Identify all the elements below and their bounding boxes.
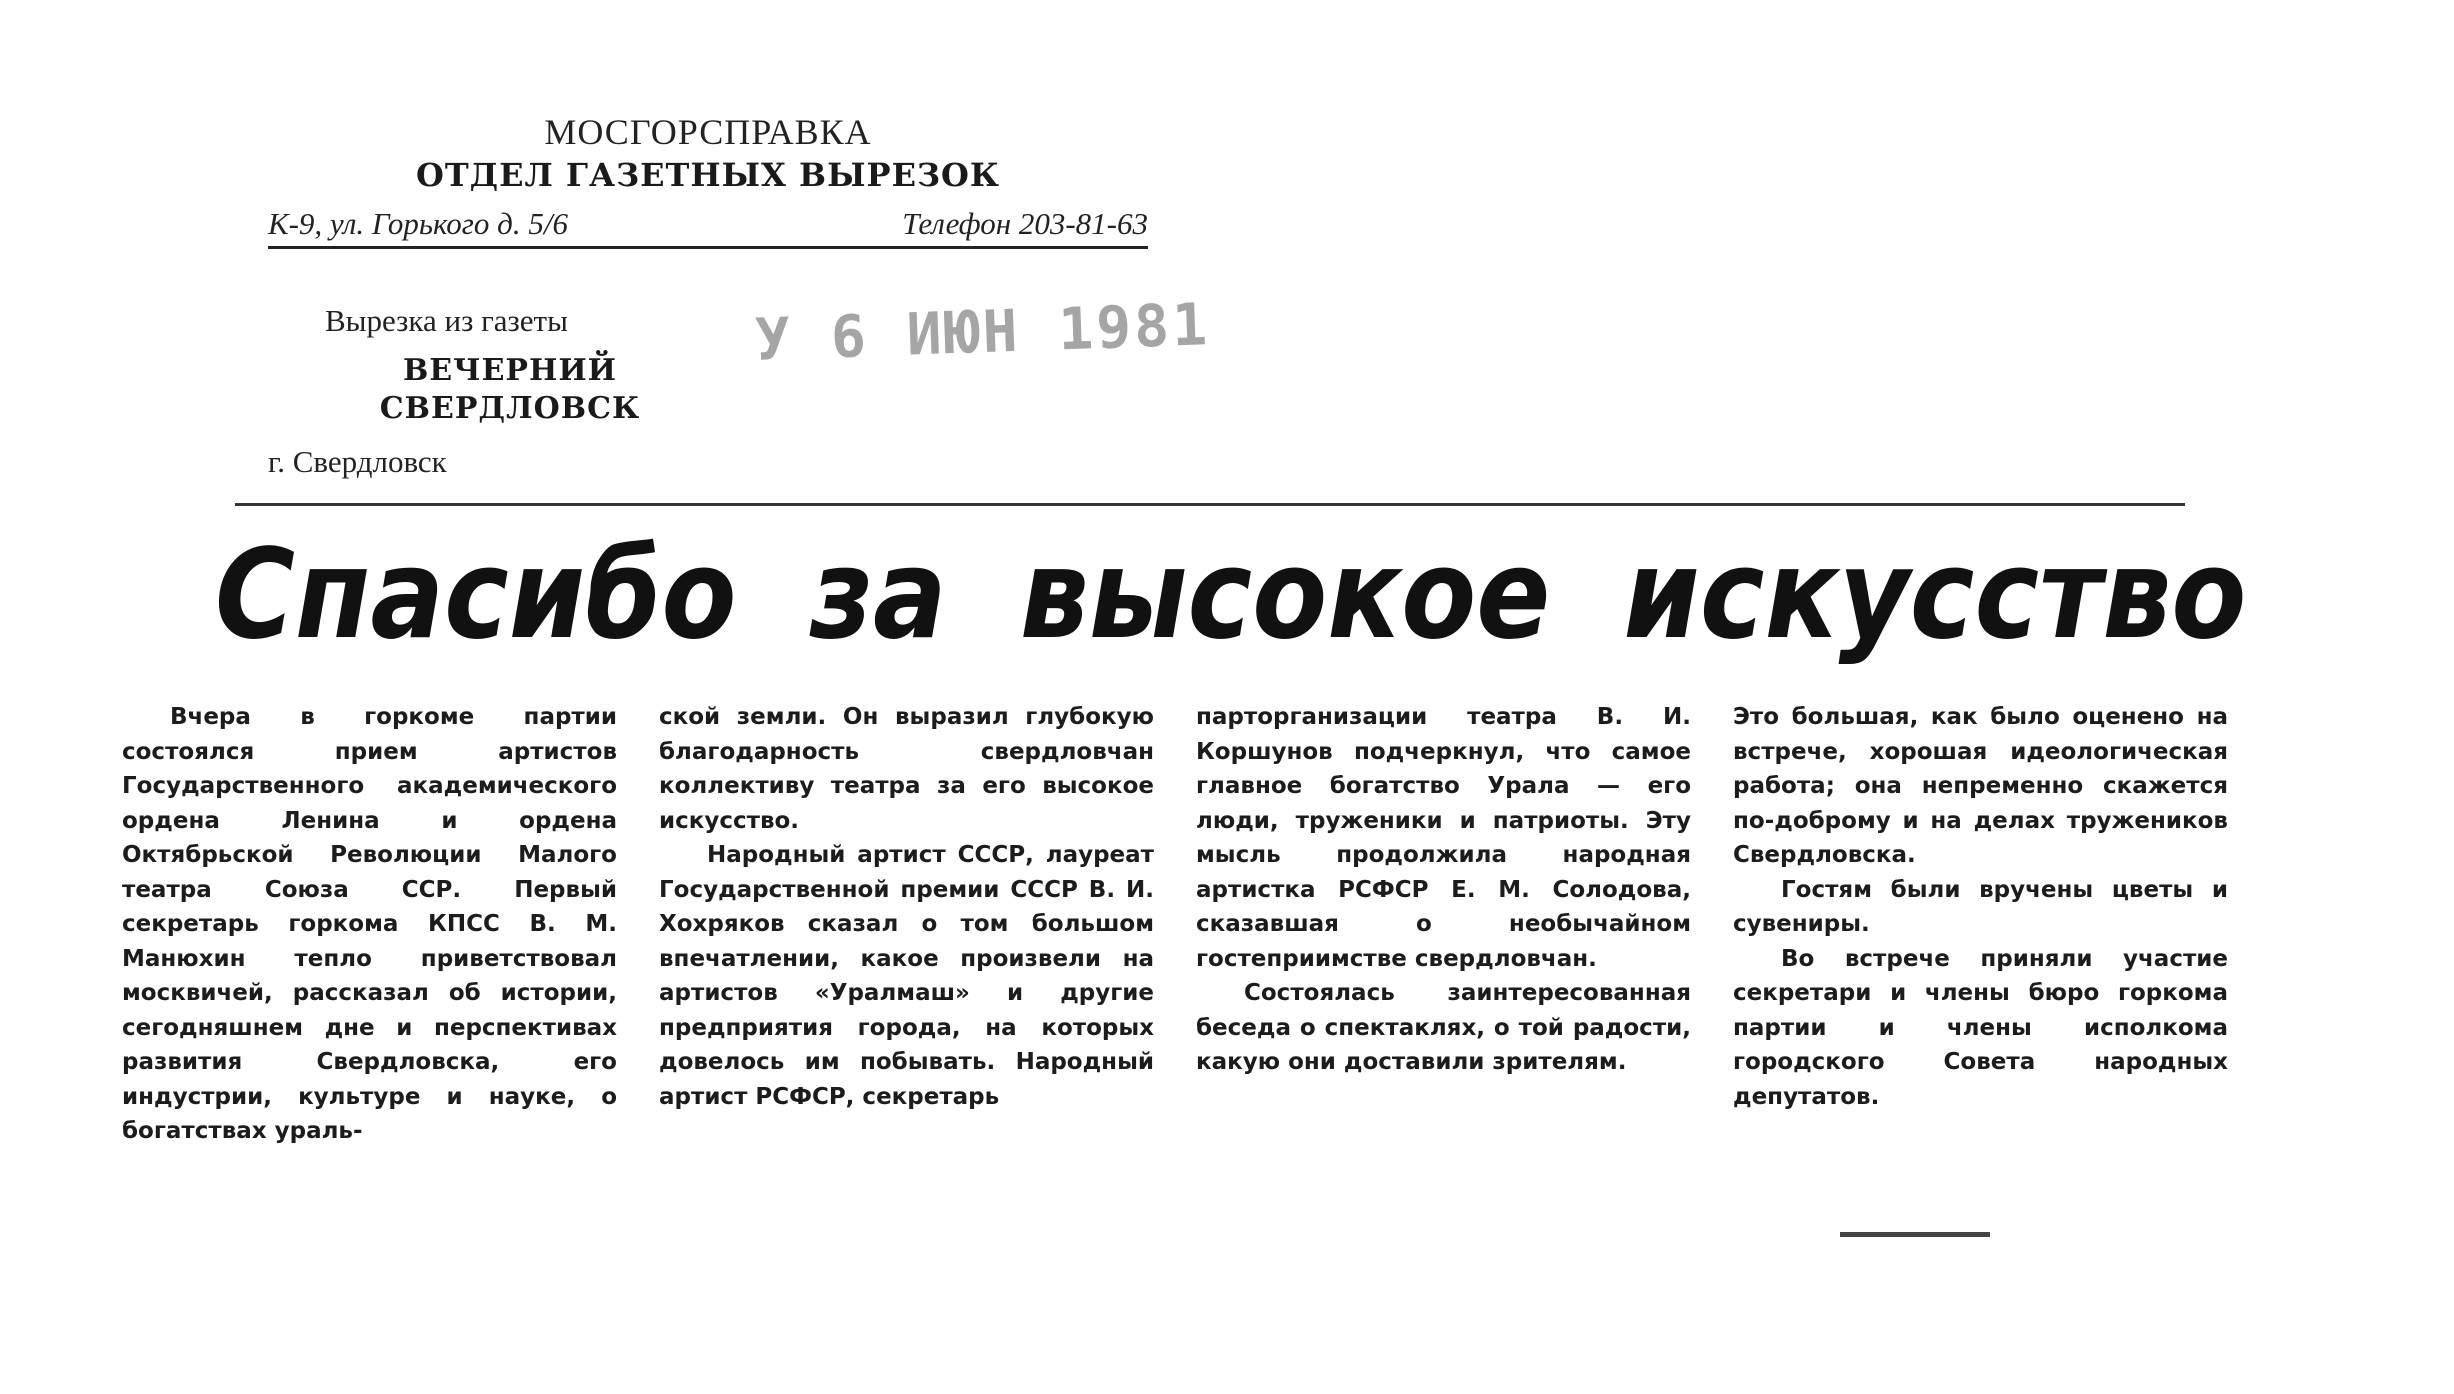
article-end-rule — [1840, 1232, 1990, 1237]
article-paragraph: Гостям были вручены цветы и сувениры. — [1733, 876, 2228, 937]
article-headline: Спасибо за высокое искусство — [215, 523, 2247, 667]
address-line — [268, 206, 1148, 249]
newspaper-name-line2: СВЕРДЛОВСК — [379, 391, 641, 426]
article-column — [122, 700, 617, 1149]
agency-name: МОСГОРСПРАВКА — [544, 112, 872, 152]
agency-phone: Телефон 203-81-63 — [902, 206, 1148, 241]
agency-address: К-9, ул. Горького д. 5/6 — [268, 206, 568, 241]
department-name: ОТДЕЛ ГАЗЕТНЫХ ВЫРЕЗОК — [415, 156, 1001, 194]
article-column — [1196, 700, 1691, 1149]
newspaper-name — [340, 352, 680, 428]
newspaper-name-line1: ВЕЧЕРНИЙ — [402, 353, 618, 388]
article-column — [659, 700, 1154, 1149]
article-paragraph: Вчера в горкоме партии состоялся прием артистов Государственного академического ордена Ленина и ордена Октябрьской Революции Малого театра Союза ССР. Первый секретарь горкома КПСС В. М. Манюхин тепло приветствовал москвичей, рассказал об истории, сегодняшнем дне и перспективах развития Свердловска, его индустрии, культуре и науке, о богатствах ураль- — [122, 704, 617, 1144]
article-paragraph: Во встрече приняли участие секретари и члены бюро горкома партии и члены исполкома городского Совета народных депутатов. — [1733, 945, 2228, 1110]
article-paragraph: Состоялась заинтересованная беседа о спектаклях, о той радости, какую они доставили зрителям. — [1196, 980, 1691, 1075]
header-divider — [235, 503, 2185, 506]
article-paragraph: Народный артист СССР, лауреат Государственной премии СССР В. И. Хохряков сказал о том большом впечатлении, какое произвели на артистов «Уралмаш» и другие предприятия города, на которых довелось им побывать. Народный артист РСФСР, секретарь — [659, 842, 1154, 1110]
agency-header — [268, 112, 1148, 198]
clip-label: Вырезка из газеты — [325, 303, 568, 338]
date-stamp: У 6 ИЮН 1981 — [753, 290, 1212, 374]
newspaper-city: г. Свердловск — [268, 444, 447, 479]
article-body — [122, 700, 2232, 1149]
article-paragraph: парторганизации театра В. И. Коршунов подчеркнул, что самое главное богатство Урала — его люди, труженики и патриоты. Эту мысль продолжила народная артистка РСФСР Е. М. Солодова, сказавшая о необычайном гостеприимстве свердловчан. — [1196, 704, 1691, 972]
article-paragraph: Это большая, как было оценено на встрече, хорошая идеологическая работа; она непременно скажется по-доброму и на делах тружеников Свердловска. — [1733, 704, 2228, 868]
article-column — [1733, 700, 2228, 1149]
article-paragraph: ской земли. Он выразил глубокую благодарность свердловчан коллективу театра за его высокое искусство. — [659, 704, 1154, 834]
